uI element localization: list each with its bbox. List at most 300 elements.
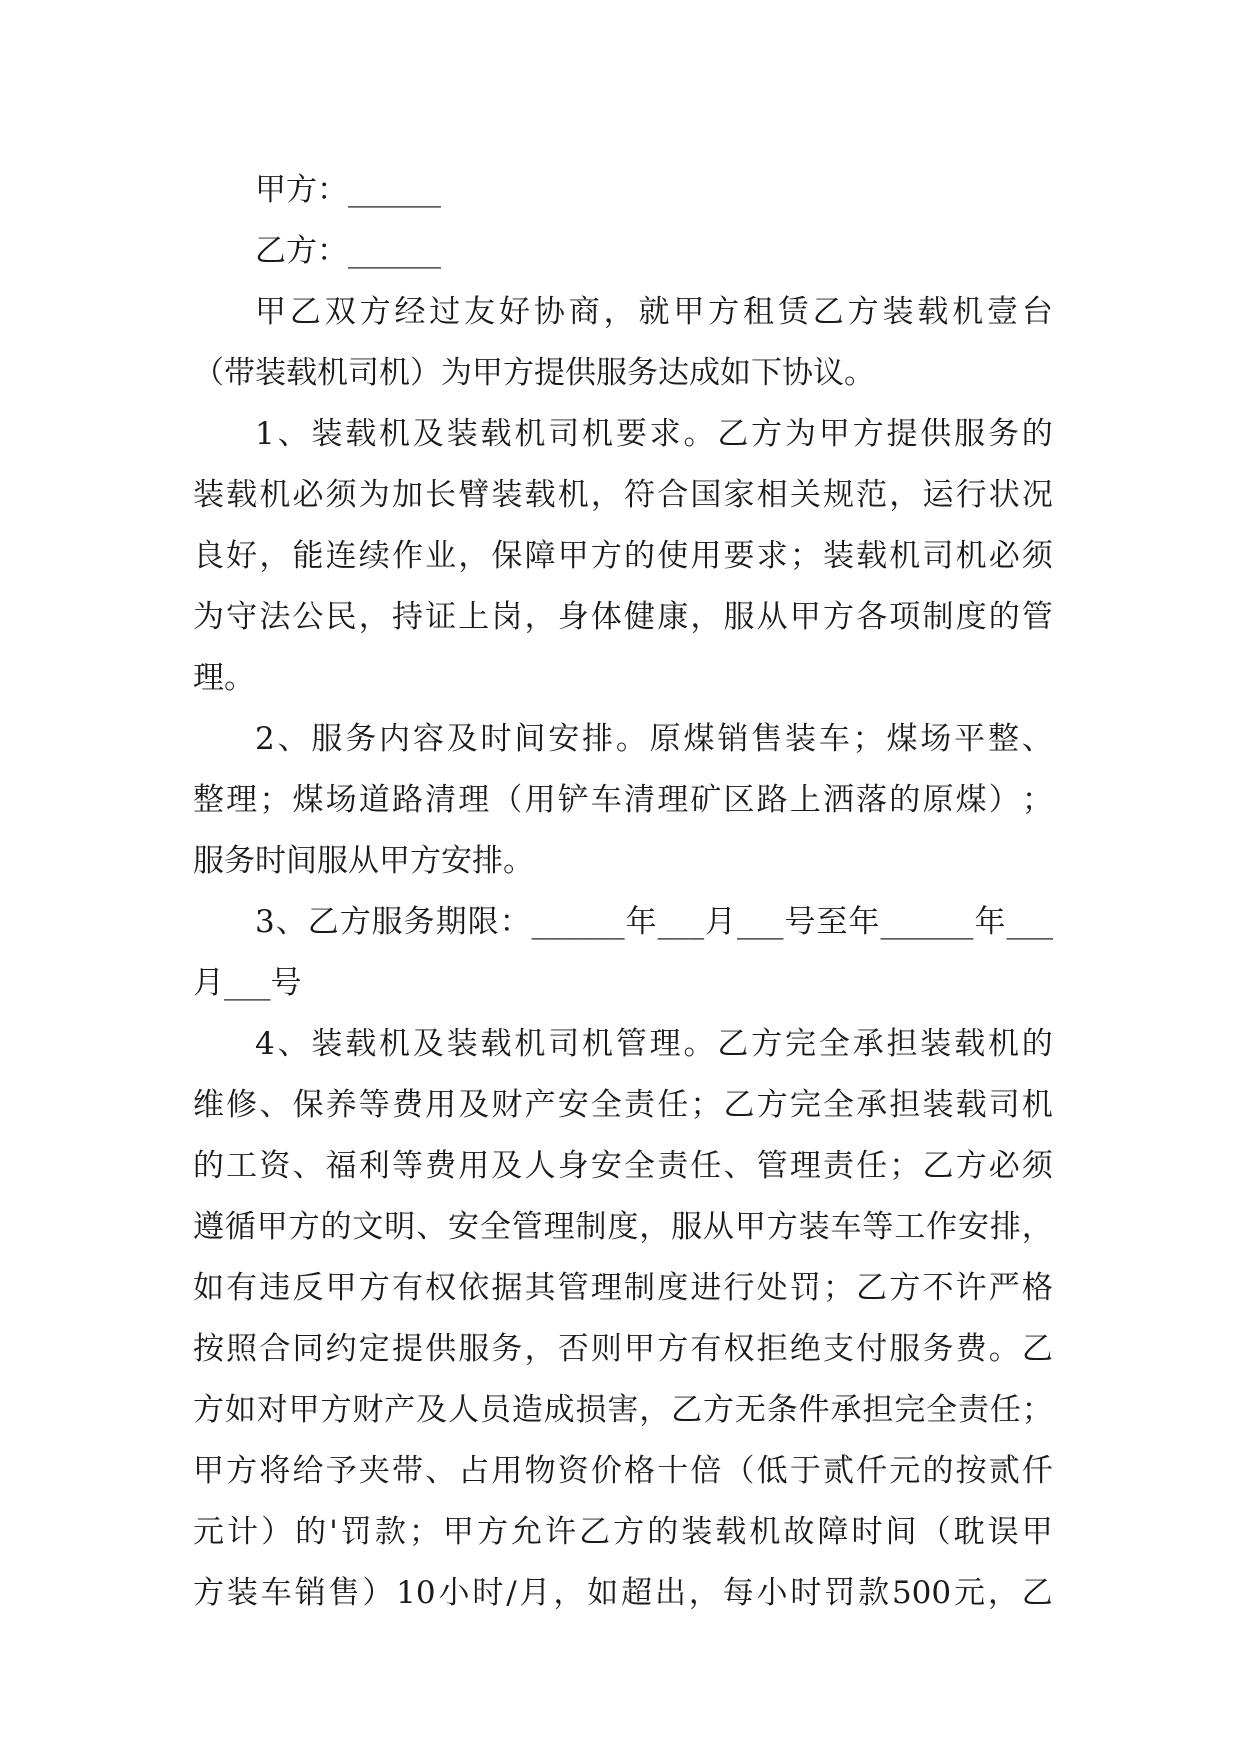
clause-3-line-2: 月___号: [193, 965, 302, 1001]
text-glyph: 落: [856, 782, 888, 818]
text-glyph: 照: [226, 1331, 258, 1367]
text-glyph: 严: [988, 1270, 1020, 1306]
text-glyph: 就: [638, 294, 670, 330]
text-glyph: 有: [690, 1331, 722, 1367]
text-glyph: 路: [756, 782, 788, 818]
text-glyph: 台: [1021, 294, 1053, 330]
text-glyph: 其: [524, 1270, 556, 1306]
text-glyph: 产: [384, 1392, 416, 1428]
text-glyph: 的: [320, 1209, 352, 1245]
text-glyph: 守: [226, 599, 258, 635]
text-glyph: 用: [524, 782, 556, 818]
text-glyph: 文: [352, 1209, 384, 1245]
text-glyph: 方: [751, 416, 783, 452]
text-glyph: 健: [624, 599, 656, 635]
text-glyph: 行: [723, 1270, 755, 1306]
text-glyph: 载: [226, 477, 258, 513]
text-glyph: 担: [886, 1026, 918, 1062]
text-glyph: 仟: [1021, 1453, 1053, 1489]
text-glyph: 的: [1021, 416, 1053, 452]
text-glyph: 有: [226, 1270, 258, 1306]
text-glyph: 连: [325, 538, 357, 574]
text-glyph: ；: [852, 721, 884, 757]
clause-3-line-1: [193, 892, 1053, 953]
text-glyph: 的: [922, 1453, 954, 1489]
text-glyph: 承: [856, 1087, 888, 1123]
text-glyph: 业: [425, 538, 457, 574]
clause-2-line-1: [193, 709, 1053, 770]
text-glyph: 提: [391, 1331, 423, 1367]
text-glyph: 年: [848, 904, 880, 940]
text-glyph: 责: [958, 1392, 989, 1428]
text-glyph: 、: [259, 1087, 291, 1123]
text-glyph: 须: [325, 477, 357, 513]
text-glyph: 期: [435, 904, 467, 940]
text-glyph: 对: [256, 1392, 288, 1428]
clause-4-line-6: [193, 1319, 1053, 1380]
text-glyph: 等: [358, 1087, 390, 1123]
text-glyph: 于: [789, 1453, 821, 1489]
text-glyph: 载: [480, 1026, 512, 1062]
text-glyph: ，: [458, 538, 490, 574]
text-glyph: 出: [654, 1575, 686, 1611]
text-glyph: 上: [789, 782, 821, 818]
text-glyph: 装: [446, 1026, 478, 1062]
text-glyph: 路: [391, 782, 423, 818]
text-glyph: 费: [425, 1148, 457, 1184]
text-glyph: 循: [224, 1209, 256, 1245]
text-glyph: 超: [621, 1575, 653, 1611]
clause-4-line-2: [193, 1075, 1053, 1136]
text-glyph: 好: [499, 294, 531, 330]
text-glyph: （: [723, 1453, 755, 1489]
text-glyph: 乙: [723, 1087, 755, 1123]
text-glyph: 供: [425, 1331, 457, 1367]
text-glyph: 有: [391, 1270, 423, 1306]
text-glyph: 同: [292, 1331, 324, 1367]
text-glyph: 甲: [256, 1209, 288, 1245]
text-glyph: 费: [955, 1331, 987, 1367]
text-glyph: 容: [412, 721, 444, 757]
text-glyph: 的: [889, 782, 921, 818]
text-glyph: 服: [723, 599, 755, 635]
text-glyph: 的: [1021, 1026, 1053, 1062]
text-glyph: 安: [557, 1087, 589, 1123]
text-glyph: 安: [958, 1209, 989, 1245]
text-glyph: 整: [193, 782, 224, 818]
text-glyph: 资: [557, 1453, 589, 1489]
text-glyph: 依: [458, 1270, 490, 1306]
text-glyph: 民: [325, 599, 357, 635]
text-glyph: 身: [557, 1148, 589, 1184]
text-glyph: 全: [822, 1087, 854, 1123]
text-glyph: 必: [988, 1148, 1020, 1184]
text-glyph: 甲: [789, 599, 821, 635]
text-glyph: 的: [295, 1514, 327, 1550]
text-glyph: 全: [479, 1209, 511, 1245]
text-glyph: 服: [671, 1209, 703, 1245]
text-glyph: 福: [325, 1148, 357, 1184]
text-glyph: 甲: [442, 1514, 474, 1550]
text-glyph: 成: [543, 1392, 575, 1428]
text-glyph: 故: [783, 1514, 815, 1550]
text-glyph: 方: [476, 1514, 508, 1550]
text-glyph: ）: [362, 1575, 394, 1611]
text-glyph: 司: [922, 538, 954, 574]
text-glyph: 承: [830, 1392, 862, 1428]
text-glyph: 仟: [856, 1453, 888, 1489]
text-glyph: 务: [922, 1331, 954, 1367]
text-glyph: 全: [590, 1087, 622, 1123]
text-glyph: ；: [259, 782, 291, 818]
text-glyph: 证: [425, 599, 457, 635]
text-glyph: ______: [531, 904, 625, 940]
text-glyph: 每: [722, 1575, 754, 1611]
text-glyph: 装: [446, 416, 478, 452]
text-glyph: 机: [557, 477, 589, 513]
clause-4-line-4: [193, 1197, 1053, 1258]
text-glyph: （: [919, 1514, 951, 1550]
text-glyph: 保: [292, 1087, 324, 1123]
text-glyph: ，: [524, 1331, 556, 1367]
text-glyph: ，: [524, 599, 556, 635]
text-glyph: ___: [1006, 904, 1053, 940]
text-glyph: 机: [987, 1026, 1019, 1062]
text-glyph: ，: [1021, 1209, 1053, 1245]
text-glyph: 全: [926, 1392, 958, 1428]
text-glyph: 及: [416, 1392, 448, 1428]
text-glyph: 装: [226, 1575, 258, 1611]
text-glyph: 管: [615, 1026, 647, 1062]
text-glyph: ；: [408, 1514, 440, 1550]
text-glyph: 经: [394, 294, 426, 330]
text-glyph: 甲: [1021, 1514, 1053, 1550]
text-glyph: 理: [657, 782, 689, 818]
text-glyph: 续: [358, 538, 390, 574]
text-glyph: 方: [288, 1209, 320, 1245]
text-glyph: 约: [325, 1331, 357, 1367]
text-glyph: 机: [514, 416, 546, 452]
text-glyph: 方: [193, 1575, 224, 1611]
text-glyph: 销: [294, 1575, 326, 1611]
text-glyph: 、: [277, 416, 309, 452]
text-glyph: 排: [989, 1209, 1021, 1245]
text-glyph: 作: [391, 538, 423, 574]
text-glyph: 贰: [988, 1453, 1020, 1489]
text-glyph: 2: [255, 721, 275, 757]
text-glyph: 3: [255, 904, 275, 940]
text-glyph: 、: [275, 904, 307, 940]
text-glyph: 方: [657, 1331, 689, 1367]
text-glyph: 提: [886, 416, 918, 452]
text-glyph: 任: [690, 1148, 722, 1184]
text-glyph: 4: [255, 1026, 275, 1062]
text-glyph: 员: [479, 1392, 511, 1428]
text-glyph: 合: [657, 477, 689, 513]
text-glyph: 载: [856, 538, 888, 574]
text-glyph: 无: [734, 1392, 766, 1428]
text-glyph: 平: [954, 721, 986, 757]
text-glyph: 时: [480, 721, 512, 757]
text-glyph: 物: [524, 1453, 556, 1489]
text-glyph: 矿: [690, 782, 722, 818]
text-glyph: 占: [458, 1453, 490, 1489]
text-glyph: 司: [548, 416, 580, 452]
clause-1-line-5: 理。: [193, 660, 255, 696]
text-glyph: 人: [524, 1148, 556, 1184]
text-glyph: 计: [227, 1514, 259, 1550]
text-glyph: 格: [624, 1453, 656, 1489]
clause-4-line-8: [193, 1441, 1053, 1502]
contract-document: [193, 160, 1053, 1624]
text-glyph: 限: [467, 904, 499, 940]
text-glyph: 理: [789, 1148, 821, 1184]
text-glyph: 符: [624, 477, 656, 513]
intro-line-1: [193, 282, 1053, 343]
text-glyph: 销: [717, 721, 749, 757]
text-glyph: 违: [259, 1270, 291, 1306]
text-glyph: 煤: [292, 782, 324, 818]
text-glyph: 壹: [987, 294, 1019, 330]
text-glyph: 公: [292, 599, 324, 635]
text-glyph: 财: [352, 1392, 384, 1428]
text-glyph: 乙: [922, 1148, 954, 1184]
text-glyph: 及: [446, 721, 478, 757]
text-glyph: 500: [891, 1575, 952, 1611]
text-glyph: 岗: [491, 599, 523, 635]
text-glyph: 相: [756, 477, 788, 513]
text-glyph: 权: [425, 1270, 457, 1306]
text-glyph: 范: [856, 477, 888, 513]
text-glyph: 拒: [756, 1331, 788, 1367]
text-glyph: 煤: [683, 721, 715, 757]
text-glyph: /: [506, 1575, 517, 1611]
clause-2-line-3: 服务时间服从甲方安排。: [193, 843, 534, 879]
text-glyph: 乙: [717, 1026, 749, 1062]
text-glyph: ，: [553, 1575, 585, 1611]
text-glyph: 须: [1021, 538, 1053, 574]
text-glyph: 乙: [579, 1514, 611, 1550]
text-glyph: 法: [259, 599, 291, 635]
text-glyph: 制: [624, 1270, 656, 1306]
text-glyph: 装: [822, 538, 854, 574]
text-glyph: 元: [889, 1453, 921, 1489]
text-glyph: 遵: [193, 1209, 224, 1245]
text-glyph: 关: [789, 477, 821, 513]
text-glyph: 加: [391, 477, 423, 513]
text-glyph: 装: [491, 477, 523, 513]
text-glyph: 明: [384, 1209, 416, 1245]
text-glyph: 方: [822, 599, 854, 635]
text-glyph: 务: [403, 904, 435, 940]
text-glyph: 载: [954, 1026, 986, 1062]
text-glyph: ；: [822, 1270, 854, 1306]
text-glyph: 元: [953, 1575, 985, 1611]
text-glyph: 。: [615, 721, 647, 757]
text-glyph: 车: [260, 1575, 292, 1611]
clause-4-line-3: [193, 1136, 1053, 1197]
text-glyph: （: [491, 782, 523, 818]
clause-4-line-5: [193, 1258, 1053, 1319]
text-glyph: 1: [255, 416, 275, 452]
text-glyph: 铲: [557, 782, 589, 818]
text-glyph: 按: [193, 1331, 224, 1367]
text-glyph: 机: [582, 416, 614, 452]
text-glyph: 安: [448, 1209, 479, 1245]
text-glyph: 须: [1021, 1148, 1053, 1184]
text-glyph: 资: [259, 1148, 291, 1184]
text-glyph: 洒: [822, 782, 854, 818]
text-glyph: ：: [499, 904, 531, 940]
text-glyph: 方: [339, 904, 371, 940]
text-glyph: 乙: [1021, 1331, 1053, 1367]
text-glyph: 制: [575, 1209, 607, 1245]
text-glyph: 倍: [690, 1453, 722, 1489]
text-glyph: 造: [511, 1392, 543, 1428]
text-glyph: 各: [856, 599, 888, 635]
text-glyph: 用: [690, 538, 722, 574]
text-glyph: 障: [817, 1514, 849, 1550]
text-glyph: 年: [974, 904, 1006, 940]
text-glyph: 长: [425, 477, 457, 513]
text-glyph: 方: [320, 1392, 352, 1428]
text-glyph: 为: [193, 599, 224, 635]
text-glyph: 的: [624, 538, 656, 574]
text-glyph: 求: [756, 538, 788, 574]
text-glyph: ，: [889, 477, 921, 513]
text-glyph: ___: [737, 904, 784, 940]
text-glyph: ': [329, 1514, 338, 1550]
clause-1-line-2: [193, 465, 1053, 526]
text-glyph: 从: [756, 599, 788, 635]
text-glyph: ，: [358, 599, 390, 635]
clause-4-line-9: [193, 1502, 1053, 1563]
text-glyph: 完: [789, 1087, 821, 1123]
text-glyph: 工: [226, 1148, 258, 1184]
text-glyph: 给: [292, 1453, 324, 1489]
text-glyph: 度: [607, 1209, 639, 1245]
text-glyph: 载: [345, 1026, 377, 1062]
text-glyph: 。: [683, 416, 715, 452]
text-glyph: 清: [425, 782, 457, 818]
text-glyph: 用: [425, 1087, 457, 1123]
text-glyph: 任: [856, 1148, 888, 1184]
text-glyph: 责: [624, 1087, 656, 1123]
text-glyph: 场: [325, 782, 357, 818]
text-glyph: 方: [852, 416, 884, 452]
text-glyph: 完: [894, 1392, 926, 1428]
text-glyph: 供: [920, 416, 952, 452]
clause-4-line-10: [193, 1563, 1053, 1624]
text-glyph: 理: [458, 782, 490, 818]
text-glyph: 修: [226, 1087, 258, 1123]
text-glyph: 车: [818, 721, 850, 757]
text-glyph: 的: [193, 1148, 224, 1184]
text-glyph: 障: [524, 538, 556, 574]
text-glyph: 为: [358, 477, 390, 513]
text-glyph: 定: [358, 1331, 390, 1367]
text-glyph: 任: [989, 1392, 1021, 1428]
text-glyph: 方: [756, 1087, 788, 1123]
text-glyph: 方: [847, 294, 879, 330]
text-glyph: 载: [715, 1514, 747, 1550]
text-glyph: 绝: [789, 1331, 821, 1367]
text-glyph: 车: [830, 1209, 862, 1245]
text-glyph: 按: [955, 1453, 987, 1489]
text-glyph: 间: [514, 721, 546, 757]
text-glyph: 装: [920, 1026, 952, 1062]
text-glyph: 为: [784, 416, 816, 452]
text-glyph: 清: [624, 782, 656, 818]
text-glyph: 不: [922, 1270, 954, 1306]
text-glyph: 月: [519, 1575, 551, 1611]
text-glyph: 及: [458, 1087, 490, 1123]
text-glyph: 损: [575, 1392, 607, 1428]
text-glyph: 方: [226, 1453, 258, 1489]
text-glyph: 乙: [671, 1392, 703, 1428]
text-glyph: 管: [511, 1209, 543, 1245]
text-glyph: 理: [649, 1026, 681, 1062]
text-glyph: 甲: [734, 1209, 766, 1245]
text-glyph: 乙: [856, 1270, 888, 1306]
text-glyph: 内: [379, 721, 411, 757]
text-glyph: 费: [391, 1087, 423, 1123]
text-glyph: 、: [1021, 721, 1053, 757]
text-glyph: 支: [822, 1331, 854, 1367]
text-glyph: 贰: [822, 1453, 854, 1489]
text-glyph: 、: [277, 721, 309, 757]
text-glyph: ，: [690, 599, 722, 635]
text-glyph: 罚: [340, 1514, 372, 1550]
text-glyph: 理: [226, 782, 258, 818]
text-glyph: 过: [429, 294, 461, 330]
text-glyph: 装: [193, 477, 224, 513]
text-glyph: 耽: [953, 1514, 985, 1550]
text-glyph: 反: [292, 1270, 324, 1306]
text-glyph: 载: [524, 477, 556, 513]
text-glyph: 方: [613, 1514, 645, 1550]
text-glyph: ）: [261, 1514, 293, 1550]
party-b-line: 乙方：______: [255, 233, 441, 269]
text-glyph: 服: [371, 904, 403, 940]
text-glyph: 。: [683, 1026, 715, 1062]
text-glyph: 项: [889, 599, 921, 635]
text-glyph: 度: [955, 599, 987, 635]
text-glyph: 煤: [955, 782, 987, 818]
text-glyph: 运: [922, 477, 954, 513]
text-glyph: 方: [193, 1392, 224, 1428]
text-glyph: 方: [751, 1026, 783, 1062]
text-glyph: 。: [988, 1331, 1020, 1367]
text-glyph: 况: [1021, 477, 1053, 513]
text-glyph: 方: [889, 1270, 921, 1306]
text-glyph: 误: [987, 1514, 1019, 1550]
text-glyph: 规: [822, 477, 854, 513]
text-glyph: 理: [590, 1270, 622, 1306]
text-glyph: 及: [491, 1148, 523, 1184]
text-glyph: 载: [480, 416, 512, 452]
text-glyph: 甲: [818, 416, 850, 452]
text-glyph: 服: [311, 721, 343, 757]
text-glyph: 全: [818, 1026, 850, 1062]
text-glyph: 机: [952, 294, 984, 330]
text-glyph: 行: [955, 477, 987, 513]
text-glyph: 协: [533, 294, 565, 330]
text-glyph: 臂: [458, 477, 490, 513]
text-glyph: 方: [708, 294, 740, 330]
text-glyph: 整: [987, 721, 1019, 757]
text-glyph: 权: [723, 1331, 755, 1367]
